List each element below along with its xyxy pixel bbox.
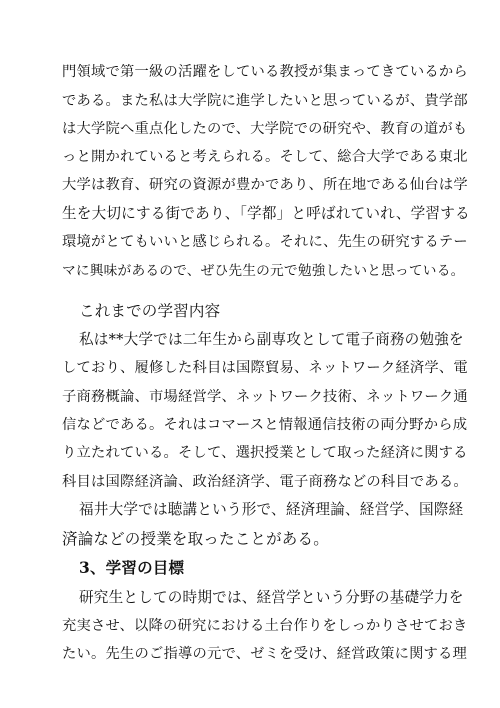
para3-line-2: 済論などの授業を取ったことがある。 — [62, 530, 329, 548]
para2-line-5: り立たれている。そして、選択授業として取った経済に関する — [62, 445, 468, 461]
para2-line-3: 子商務概論、市場経営学、ネットワーク技術、ネットワーク通 — [62, 389, 468, 405]
para2-line-2: しており、履修した科目は国際貿易、ネットワーク経済学、電 — [62, 360, 468, 376]
para4-line-2: 充実させ、以降の研究における土台作りをしっかりさせておき — [62, 618, 468, 634]
para3-line-1: 福井大学では聴講という形で、経済理論、経営学、国際経 — [79, 501, 464, 518]
para2-line-4: 信などである。それはコマースと情報通信技術の両分野から成 — [62, 417, 468, 433]
para4-line-1: 研究生としての時期では、経営学という分野の基礎学力を — [79, 589, 464, 606]
para4-line-3: たい。先生のご指導の元で、ゼミを受け、経営政策に関する理 — [62, 646, 468, 662]
para2-line-6: 科目は国際経済論、政治経済学、電子商務などの科目である。 — [62, 474, 468, 490]
para1-line-4: っと開かれていると考えられる。そして、総合大学である東北 — [62, 149, 468, 165]
para1-line-1: 門領域で第一級の活躍をしている教授が集まってきているから — [62, 64, 468, 80]
para1-line-5: 大学は教育、研究の資源が豊かであり、所在地である仙台は学 — [62, 177, 468, 193]
para1-line-6: 生を大切にする街であり、「学都」と呼ばれていれ、学習する — [62, 205, 470, 222]
para1-line-2: である。また私は大学院に進学したいと思っているが、貴学部 — [62, 93, 468, 109]
section-goal-title: 3、学習の目標 — [79, 558, 185, 577]
para1-line-7: 環境がとてもいいと感じられる。それに、先生の研究するテー — [62, 234, 468, 250]
para1-line-8: マに興味があるので、ぜひ先生の元で勉強したいと思っている。 — [62, 263, 465, 279]
para2-line-1: 私は**大学では二年生から副専攻として電子商務の勉強を — [79, 331, 464, 348]
para1-line-3: は大学院へ重点化したので、大学院での研究や、教育の道がも — [62, 121, 468, 137]
section-learning-title: これまでの学習内容 — [79, 302, 221, 320]
